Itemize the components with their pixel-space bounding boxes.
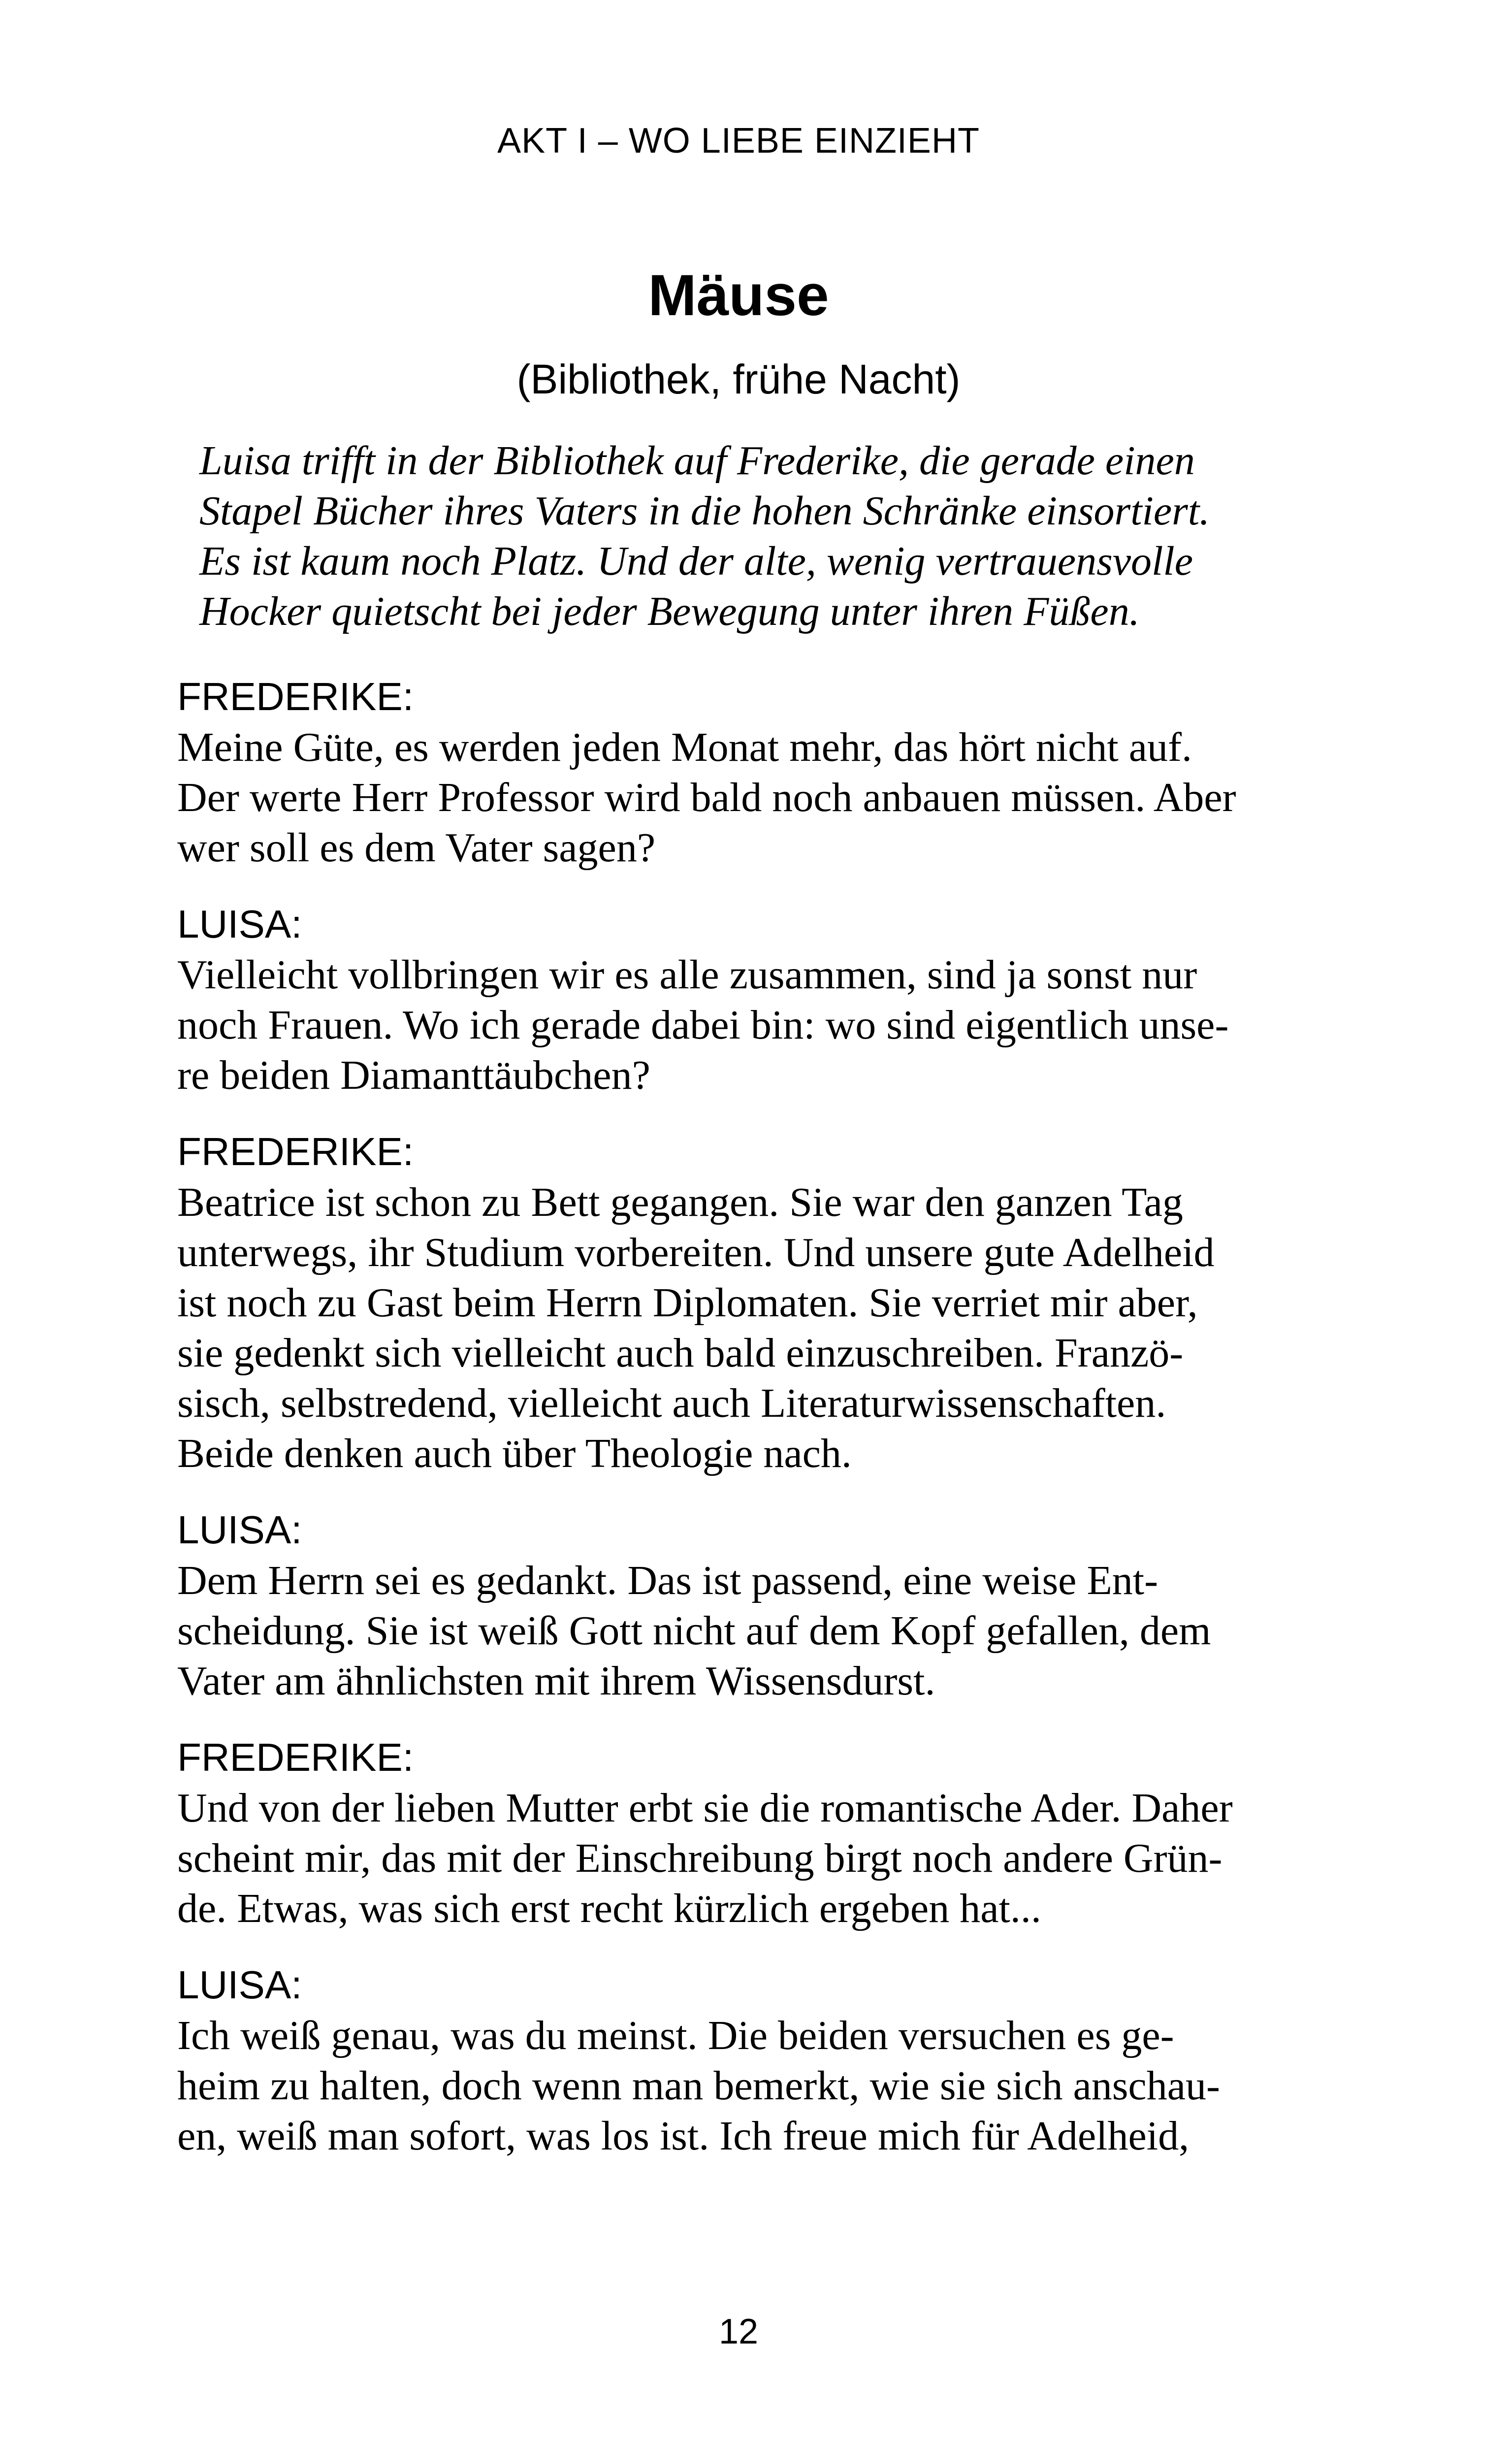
stage-direction-line: Es ist kaum noch Platz. Und der alte, wenig vertrauensvolle <box>199 538 1193 584</box>
speaker-name: FREDERIKE: <box>177 1130 414 1173</box>
stage-direction <box>199 436 1317 637</box>
speech-block <box>177 672 1324 873</box>
speech-line: scheint mir, das mit der Einschreibung birgt noch andere Grün- <box>177 1835 1222 1881</box>
page-number: 12 <box>718 2312 759 2351</box>
speech-block <box>177 1960 1324 2161</box>
speech-text <box>177 1556 1324 1706</box>
speaker-name: LUISA: <box>177 902 302 946</box>
speech-line: sisch, selbstredend, vielleicht auch Literaturwissenschaften. <box>177 1380 1166 1426</box>
stage-direction-line: Luisa trifft in der Bibliothek auf Frederike, die gerade einen <box>199 438 1195 484</box>
speech-block <box>177 1505 1324 1706</box>
speech-line: Beatrice ist schon zu Bett gegangen. Sie war den ganzen Tag <box>177 1179 1183 1225</box>
speech-block <box>177 1733 1324 1934</box>
speech-line: Vielleicht vollbringen wir es alle zusammen, sind ja sonst nur <box>177 952 1197 998</box>
speech-line: wer soll es dem Vater sagen? <box>177 825 656 871</box>
speech-line: Der werte Herr Professor wird bald noch anbauen müssen. Aber <box>177 775 1236 820</box>
speech-line: Meine Güte, es werden jeden Monat mehr, das hört nicht auf. <box>177 724 1192 770</box>
speech-line: noch Frauen. Wo ich gerade dabei bin: wo sind eigentlich unse- <box>177 1002 1229 1048</box>
speech-line: unterwegs, ihr Studium vorbereiten. Und unsere gute Adelheid <box>177 1230 1215 1275</box>
speaker-name: LUISA: <box>177 1508 302 1552</box>
dialogue <box>177 672 1324 2188</box>
speaker-name: FREDERIKE: <box>177 675 414 718</box>
speech-line: Und von der lieben Mutter erbt sie die romantische Ader. Daher <box>177 1785 1233 1831</box>
speaker-name: FREDERIKE: <box>177 1735 414 1779</box>
speech-line: en, weiß man sofort, was los ist. Ich freue mich für Adelheid, <box>177 2113 1190 2159</box>
speech-block <box>177 900 1324 1101</box>
stage-direction-line: Hocker quietscht bei jeder Bewegung unter ihren Füßen. <box>199 588 1140 634</box>
speaker-name: LUISA: <box>177 1963 302 2007</box>
speech-text <box>177 722 1324 873</box>
speech-text <box>177 950 1324 1101</box>
speech-text <box>177 1177 1324 1479</box>
speech-block <box>177 1127 1324 1479</box>
speech-line: heim zu halten, doch wenn man bemerkt, wie sie sich anschau- <box>177 2063 1220 2109</box>
speech-line: Ich weiß genau, was du meinst. Die beiden versuchen es ge- <box>177 2013 1174 2058</box>
speech-line: re beiden Diamanttäubchen? <box>177 1052 650 1098</box>
speech-line: Beide denken auch über Theologie nach. <box>177 1431 852 1476</box>
stage-direction-line: Stapel Bücher ihres Vaters in die hohen Schränke einsortiert. <box>199 488 1210 534</box>
scene-title: Mäuse <box>648 263 829 328</box>
speech-text <box>177 1783 1324 1934</box>
speech-line: de. Etwas, was sich erst recht kürzlich ergeben hat... <box>177 1886 1041 1931</box>
running-head: AKT I – WO LIEBE EINZIEHT <box>497 121 980 161</box>
speech-line: Dem Herrn sei es gedankt. Das ist passend, eine weise Ent- <box>177 1558 1158 1603</box>
speech-text <box>177 2011 1324 2161</box>
speech-line: ist noch zu Gast beim Herrn Diplomaten. Sie verriet mir aber, <box>177 1280 1198 1326</box>
speech-line: sie gedenkt sich vielleicht auch bald einzuschreiben. Franzö- <box>177 1330 1184 1376</box>
speech-line: scheidung. Sie ist weiß Gott nicht auf dem Kopf gefallen, dem <box>177 1608 1211 1654</box>
speech-line: Vater am ähnlichsten mit ihrem Wissensdurst. <box>177 1658 935 1704</box>
scene-setting: (Bibliothek, frühe Nacht) <box>516 356 961 402</box>
